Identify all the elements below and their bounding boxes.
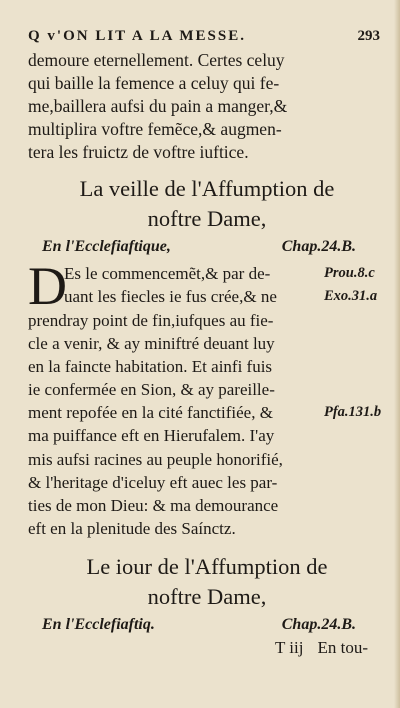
text-line: uant les fiecles ie fus crée,& ne xyxy=(64,287,277,307)
margin-notes xyxy=(320,262,386,540)
heading-line: noftre Dame, xyxy=(147,583,267,609)
text-line: ie confermée en Sion, & ay pareille- xyxy=(28,380,275,400)
running-title: Q v'ON LIT A LA MESSE. xyxy=(28,28,246,44)
text-line: me,baillera aufsi du pain a manger,& xyxy=(28,96,288,116)
heading-line: La veille de l'Affumption de xyxy=(79,176,335,201)
text-line: prendray point de fin,iufques au fie- xyxy=(28,311,274,330)
margin-note: Prou.8.c xyxy=(324,265,375,281)
section-heading xyxy=(28,552,386,612)
section-heading xyxy=(28,174,386,234)
text-line: tera les fruictz de voftre iuftice. xyxy=(28,142,249,162)
chapter-citation: Chap.24.B. xyxy=(281,238,356,255)
citation-row xyxy=(42,238,356,256)
page-edge xyxy=(394,0,400,708)
source-citation: En l'Ecclefiaftiq. xyxy=(42,615,155,633)
text-line: en la faincte habitation. Et ainfi fuis xyxy=(28,357,273,377)
page-footer xyxy=(28,638,368,658)
source-citation: En l'Ecclefiaftique, xyxy=(42,238,171,255)
drop-capital: D xyxy=(28,256,67,316)
text-line: demoure eternellement. Certes celuy xyxy=(28,50,285,70)
running-header xyxy=(28,28,380,45)
reading-body xyxy=(28,256,386,540)
text-line: ma puiffance eft en Hierufalem. I'ay xyxy=(28,426,275,446)
heading-line: Le iour de l'Affumption de xyxy=(86,553,328,579)
dropcap-block xyxy=(28,256,320,316)
text-line: qui baille la femence a celuy qui fe- xyxy=(28,73,280,93)
chapter-citation: Chap.24.B. xyxy=(281,615,356,633)
signature-mark: T iij xyxy=(274,637,304,657)
citation-row xyxy=(42,616,356,634)
text-line: ment repofée en la cité fanctifiée, & xyxy=(28,403,273,423)
text-line: ties de mon Dieu: & ma demourance xyxy=(28,495,279,515)
text-line: mis aufsi racines au peuple honorifié, xyxy=(28,449,283,469)
margin-note: Pfa.131.b xyxy=(324,403,382,420)
reading-text xyxy=(28,256,320,540)
heading-line: noftre Dame, xyxy=(147,206,267,231)
text-line: cle a venir, & ay miniftré deuant luy xyxy=(28,334,275,354)
page-number: 293 xyxy=(357,28,380,44)
text-line: multiplira voftre femẽce,& augmen- xyxy=(28,119,282,139)
top-paragraph xyxy=(28,49,386,164)
text-line: Es le commencemẽt,& par de- xyxy=(64,264,271,283)
margin-note: Exo.31.a xyxy=(324,288,378,305)
catchword: En tou- xyxy=(317,637,368,657)
text-line: eft en la plenitude des Saínctz. xyxy=(28,518,236,538)
text-line: & l'heritage d'iceluy eft auec les par- xyxy=(28,472,278,492)
